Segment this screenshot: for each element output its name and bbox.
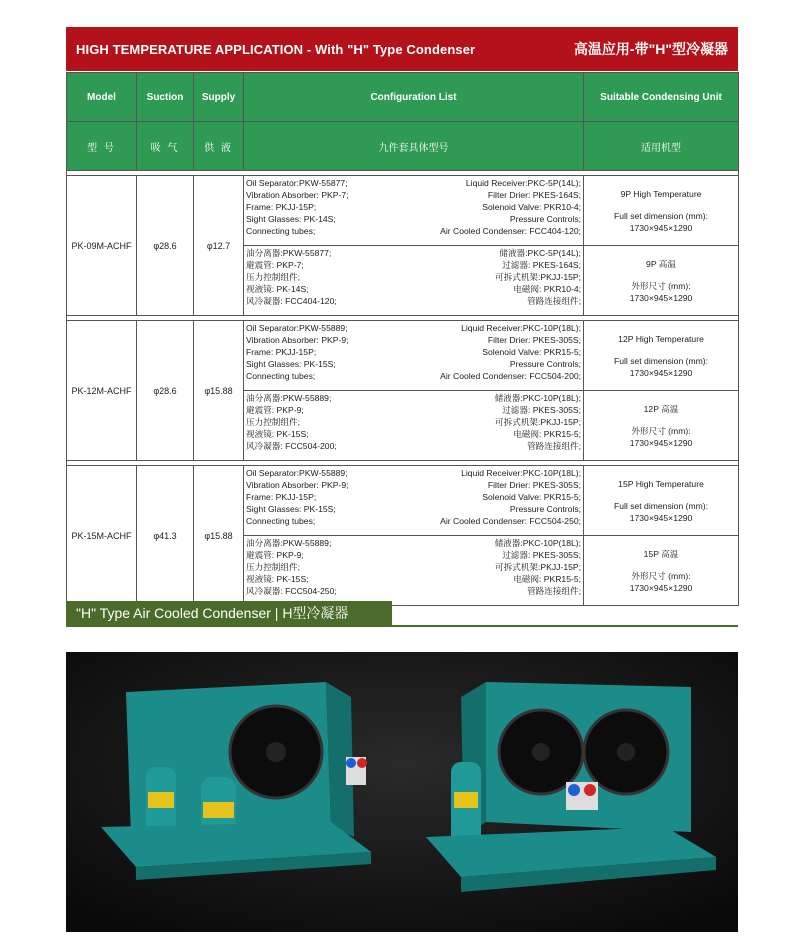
unit-dim-value-zh: 1730×945×1290: [629, 582, 693, 593]
config-line: 压力控制组件;: [246, 272, 300, 282]
model-cell: PK-12M-ACHF: [67, 321, 137, 461]
unit-title-zh: 12P 高温: [643, 403, 679, 414]
config-line: 过滤器: PKES-164S;: [502, 260, 582, 270]
config-line: Connecting tubes;: [246, 226, 316, 236]
config-line: Sight Glasses: PK-15S;: [246, 359, 336, 369]
supply-cell: φ15.88: [194, 321, 244, 461]
table-row: [67, 466, 739, 536]
config-line: Filter Drier: PKES-164S;: [487, 190, 582, 200]
unit-en-cell: [584, 466, 739, 536]
config-line: 管路连接组件;: [527, 441, 582, 451]
config-line: 电磁阀: PKR15-5;: [513, 429, 582, 439]
banner-title-en: HIGH TEMPERATURE APPLICATION - With "H" Type Condenser: [76, 41, 476, 57]
section-underline: [66, 625, 738, 627]
config-line: Air Cooled Condenser: FCC504-250;: [440, 516, 582, 526]
config-line: 风冷凝器: FCC404-120;: [246, 296, 337, 306]
config-line: 风冷凝器: FCC504-250;: [246, 586, 337, 596]
unit-title: 9P High Temperature: [620, 188, 702, 199]
config-line: 视液镜: PK-14S;: [246, 284, 309, 294]
header-row-en: [67, 73, 739, 122]
config-line: 过滤器: PKES-305S;: [502, 550, 582, 560]
config-zh-left: [244, 536, 397, 606]
config-line: 油分离器:PKW-55889;: [246, 538, 332, 548]
config-line: 可拆式机架:PKJJ-15P;: [495, 562, 582, 572]
supply-cell: φ12.7: [194, 176, 244, 316]
unit-dim-value-zh: 1730×945×1290: [629, 292, 693, 303]
suction-cell: φ28.6: [137, 176, 194, 316]
table-row: [67, 176, 739, 246]
unit-zh-cell: [584, 536, 739, 606]
condensing-units-image: [66, 652, 738, 932]
unit-dim-value: 1730×945×1290: [629, 512, 693, 523]
config-line: Solenoid Valve: PKR10-4;: [482, 202, 582, 212]
config-en-left: [244, 466, 397, 536]
config-line: Solenoid Valve: PKR15-5;: [482, 492, 582, 502]
config-en-right: [397, 176, 584, 246]
header-configuration: Configuration List: [244, 73, 584, 122]
header-suction: Suction: [137, 73, 194, 122]
header-configuration-zh: 九件套具体型号: [244, 122, 584, 171]
config-line: 避震管: PKP-7;: [246, 260, 304, 270]
unit-dim-value: 1730×945×1290: [629, 367, 693, 378]
config-line: Solenoid Valve: PKR15-5;: [482, 347, 582, 357]
config-zh-left: [244, 391, 397, 461]
config-line: Pressure Controls;: [509, 359, 582, 369]
config-line: Pressure Controls;: [509, 214, 582, 224]
config-zh-left: [244, 246, 397, 316]
config-en-left: [244, 321, 397, 391]
unit-en-cell: [584, 321, 739, 391]
header-unit: Suitable Condensing Unit: [584, 73, 739, 122]
config-line: 过滤器: PKES-305S;: [502, 405, 582, 415]
unit-dim-label-zh: 外形尺寸 (mm):: [631, 425, 691, 436]
config-line: 电磁阀: PKR15-5;: [513, 574, 582, 584]
unit-zh-cell: [584, 391, 739, 461]
header-model-zh: 型 号: [67, 122, 137, 171]
config-line: Filter Drier: PKES-305S;: [487, 480, 582, 490]
config-line: Oil Separator:PKW-55877;: [246, 178, 348, 188]
config-line: Air Cooled Condenser: FCC404-120;: [440, 226, 582, 236]
config-line: 避震管: PKP-9;: [246, 550, 304, 560]
config-line: Liquid Receiver:PKC-5P(14L);: [465, 178, 582, 188]
unit-title-zh: 9P 高温: [646, 258, 676, 269]
header-suction-zh: 吸 气: [137, 122, 194, 171]
config-zh-right: [397, 246, 584, 316]
config-line: Pressure Controls;: [509, 504, 582, 514]
config-line: 视液镜: PK-15S;: [246, 429, 309, 439]
condensing-unit-left-icon: [101, 682, 371, 880]
suction-cell: φ28.6: [137, 321, 194, 461]
table-row: [67, 321, 739, 391]
config-line: Frame: PKJJ-15P;: [246, 492, 317, 502]
config-line: Connecting tubes;: [246, 516, 316, 526]
page-banner: [66, 27, 738, 71]
config-line: 避震管: PKP-9;: [246, 405, 304, 415]
config-zh-right: [397, 391, 584, 461]
config-line: Liquid Receiver:PKC-10P(18L);: [461, 323, 582, 333]
config-en-right: [397, 466, 584, 536]
section-title: "H" Type Air Cooled Condenser | H型冷凝器: [66, 601, 392, 625]
config-line: Sight Glasses: PK-14S;: [246, 214, 336, 224]
config-line: 压力控制组件;: [246, 417, 300, 427]
suction-cell: φ41.3: [137, 466, 194, 606]
config-line: Frame: PKJJ-15P;: [246, 347, 317, 357]
config-line: Air Cooled Condenser: FCC504-200;: [440, 371, 582, 381]
config-en-left: [244, 176, 397, 246]
unit-title-zh: 15P 高温: [643, 548, 679, 559]
config-line: Oil Separator:PKW-55889;: [246, 468, 348, 478]
unit-dim-label: Full set dimension (mm):: [613, 210, 709, 221]
config-line: Sight Glasses: PK-15S;: [246, 504, 336, 514]
config-line: 油分离器:PKW-55889;: [246, 393, 332, 403]
unit-title: 12P High Temperature: [618, 333, 704, 344]
header-row-zh: [67, 122, 739, 171]
header-model: Model: [67, 73, 137, 122]
configuration-table: [66, 72, 739, 606]
config-line: 油分离器:PKW-55877;: [246, 248, 332, 258]
config-line: Filter Drier: PKES-305S;: [487, 335, 582, 345]
config-line: 压力控制组件;: [246, 562, 300, 572]
unit-dim-label: Full set dimension (mm):: [613, 355, 709, 366]
config-line: 管路连接组件;: [527, 586, 582, 596]
header-unit-zh: 适用机型: [584, 122, 739, 171]
model-cell: PK-15M-ACHF: [67, 466, 137, 606]
config-line: 储液器:PKC-5P(14L);: [499, 248, 582, 258]
config-line: 风冷凝器: FCC504-200;: [246, 441, 337, 451]
config-line: Vibration Absorber: PKP-9;: [246, 335, 349, 345]
config-line: Oil Separator:PKW-55889;: [246, 323, 348, 333]
config-line: 管路连接组件;: [527, 296, 582, 306]
unit-dim-label-zh: 外形尺寸 (mm):: [631, 280, 691, 291]
model-cell: PK-09M-ACHF: [67, 176, 137, 316]
unit-dim-label: Full set dimension (mm):: [613, 500, 709, 511]
config-line: 视液镜: PK-15S;: [246, 574, 309, 584]
unit-zh-cell: [584, 246, 739, 316]
unit-en-cell: [584, 176, 739, 246]
config-line: 电磁阀: PKR10-4;: [513, 284, 582, 294]
header-supply-zh: 供 液: [194, 122, 244, 171]
header-supply: Supply: [194, 73, 244, 122]
config-en-right: [397, 321, 584, 391]
config-line: 储液器:PKC-10P(18L);: [494, 393, 582, 403]
unit-dim-label-zh: 外形尺寸 (mm):: [631, 570, 691, 581]
unit-dim-value-zh: 1730×945×1290: [629, 437, 693, 448]
config-zh-right: [397, 536, 584, 606]
config-line: 可拆式机架:PKJJ-15P;: [495, 272, 582, 282]
supply-cell: φ15.88: [194, 466, 244, 606]
config-line: Connecting tubes;: [246, 371, 316, 381]
config-line: Vibration Absorber: PKP-7;: [246, 190, 349, 200]
config-line: Frame: PKJJ-15P;: [246, 202, 317, 212]
config-line: 可拆式机架:PKJJ-15P;: [495, 417, 582, 427]
banner-title-zh: 高温应用-带"H"型冷凝器: [573, 41, 728, 57]
config-line: Vibration Absorber: PKP-9;: [246, 480, 349, 490]
condensing-unit-right-icon: [426, 682, 716, 892]
unit-title: 15P High Temperature: [618, 478, 704, 489]
config-line: Liquid Receiver:PKC-10P(18L);: [461, 468, 582, 478]
config-line: 储液器:PKC-10P(18L);: [494, 538, 582, 548]
unit-dim-value: 1730×945×1290: [629, 222, 693, 233]
product-photo: [66, 652, 738, 932]
